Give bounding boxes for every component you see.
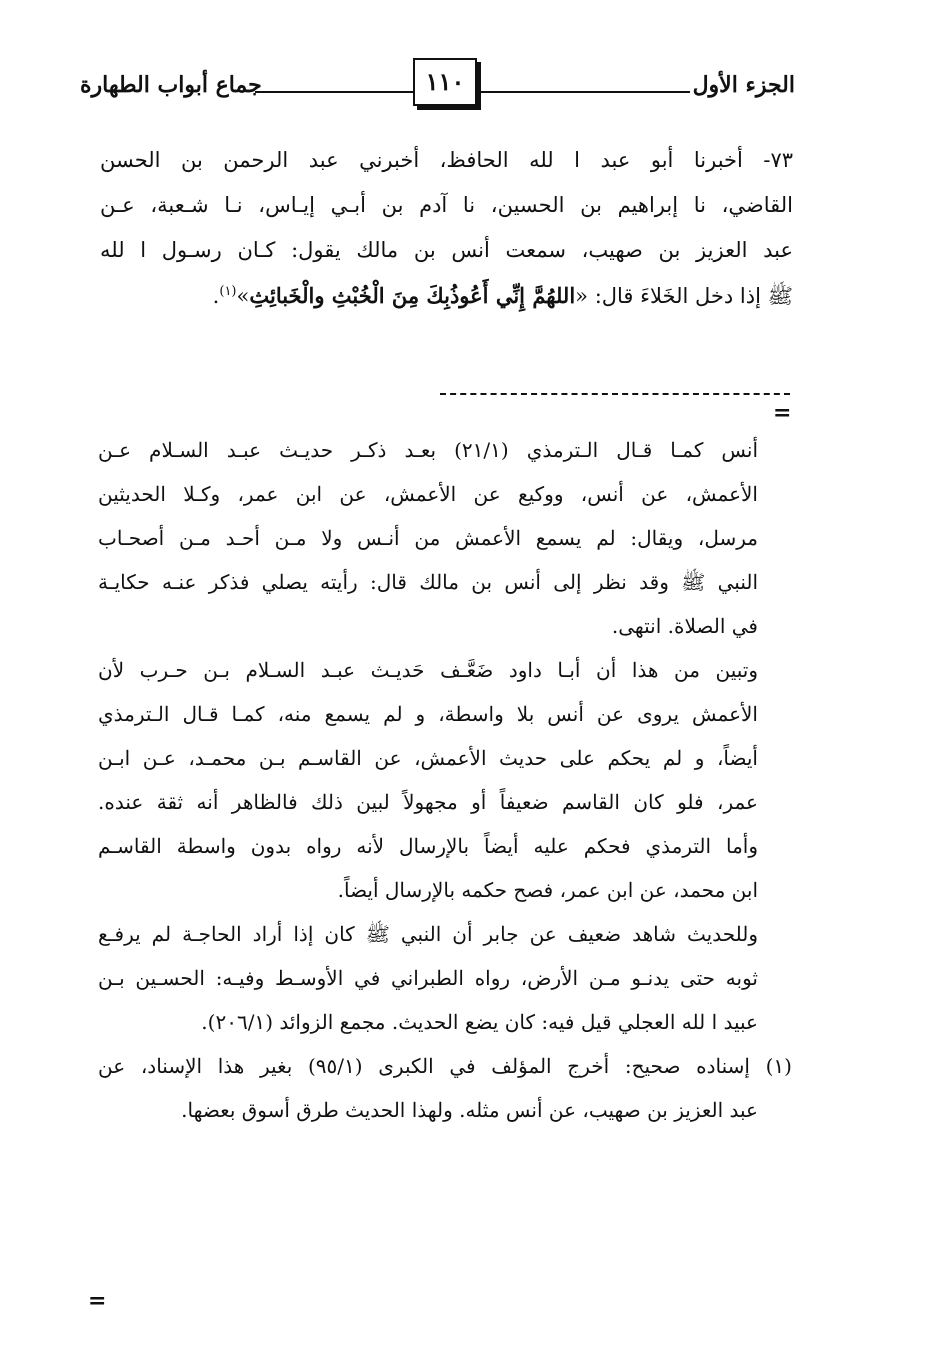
end-mark: = (88, 1288, 107, 1314)
hadith-text (100, 138, 793, 319)
note-line: عبيد ا لله العجلي قيل فيه: كان يضع الحديث. مجمع الزوائد (٢٠٦/١). (201, 1010, 758, 1034)
hadith-line: ٧٣- أخبرنا أبو عبد ا لله الحافظ، أخبرني عبد الرحمن بن الحسن (100, 148, 793, 172)
continuation-mark: = (773, 400, 792, 426)
page-number: ١١٠ (413, 58, 477, 106)
note-line: أنس كمـا قـال الـترمذي (٢١/١) بعـد ذكـر حديـث عبـد السـلام عـن (98, 438, 758, 462)
page-header (80, 58, 795, 114)
footnotes (98, 428, 792, 1132)
volume-title: الجزء الأول (692, 72, 795, 98)
footnote-ref: (١) (219, 284, 237, 299)
note-line: ابن محمد، عن ابن عمر، فصح حكمه بالإرسال أيضاً. (337, 878, 758, 902)
note-line: أيضاً، و لم يحكم على حديث الأعمش، عن القاسـم بـن محمـد، عـن ابـن (98, 746, 758, 770)
note-line: في الصلاة. انتهى. (611, 614, 758, 638)
note-line: وتبين من هذا أن أبـا داود ضَعَّـف حَديـث عبـد السـلام بـن حـرب لأن (98, 658, 758, 682)
note-line: الأعمش، عن أنس، ووكيع عن الأعمش، عن ابن عمر، وكـلا الحديثين (98, 482, 758, 506)
footnote-line: (١) إسناده صحيح: أخرج المؤلف في الكبرى (٩٥/١) بغير هذا الإسناد، عن (98, 1054, 792, 1078)
quote-close: » (236, 284, 250, 308)
note-line: النبي ﷺ وقد نظر إلى أنس بن مالك قال: رأيته يصلي فذكر عنـه حكايـة (98, 570, 758, 594)
footnote-separator (440, 393, 790, 395)
chapter-title: جماع أبواب الطهارة (80, 72, 262, 98)
note-line: الأعمش يروى عن أنس بلا واسطة، و لم يسمع منه، كمـا قـال الـترمذي (98, 702, 758, 726)
hadith-intro: ﷺ إذا دخل الخَلاءَ قال: « (575, 284, 793, 308)
hadith-line: القاضي، نا إبراهيم بن الحسين، نا آدم بن أبـي إيـاس، نـا شـعبة، عـن (100, 193, 793, 217)
note-line: مرسل، ويقال: لم يسمع الأعمش من أنـس ولا مـن أحـد مـن أصحـاب (98, 526, 758, 550)
hadith-line-last (100, 273, 793, 319)
header-rule-left (255, 91, 413, 93)
period: . (212, 284, 220, 308)
note-line: وأما الترمذي فحكم عليه أيضاً بالإرسال لأنه رواه بدون واسطة القاسـم (98, 834, 758, 858)
footnote-line: عبد العزيز بن صهيب، عن أنس مثله. ولهذا الحديث طرق أسوق بعضها. (181, 1098, 758, 1122)
dua-text: اللهُمَّ إِنِّي أَعُوذُبِكَ مِنَ الْخُبْثِ والْخَبائِثِ (249, 283, 576, 308)
note-line: ثوبه حتى يدنـو مـن الأرض، رواه الطبراني في الأوسـط وفيـه: الحسـين بـن (98, 966, 758, 990)
header-rule-right (475, 91, 690, 93)
note-line: وللحديث شاهد ضعيف عن جابر أن النبي ﷺ كان إذا أراد الحاجـة لم يرفـع (98, 922, 758, 946)
note-line: عمر، فلو كان القاسم ضعيفاً أو مجهولاً لبين ذلك فالظاهر أنه ثقة عنده. (98, 790, 758, 814)
hadith-line: عبد العزيز بن صهيب، سمعت أنس بن مالك يقول: كـان رسـول ا لله (100, 238, 793, 262)
